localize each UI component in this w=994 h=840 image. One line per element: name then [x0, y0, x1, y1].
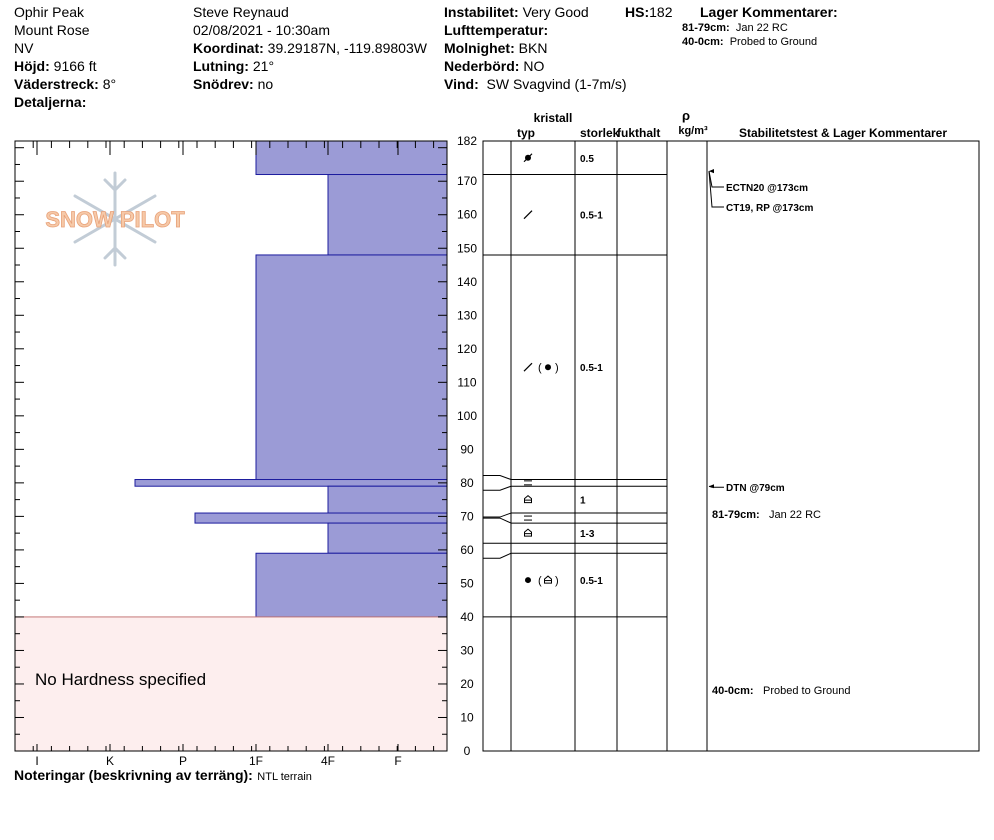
stability-tests — [709, 169, 850, 697]
test-arrow — [709, 484, 714, 488]
state: NV — [14, 40, 34, 56]
depth-tick-label: 160 — [456, 207, 478, 222]
depth-tick-label: 30 — [460, 643, 474, 658]
aspect: Väderstreck: 8° — [14, 76, 117, 92]
boundary-connector — [483, 513, 511, 517]
cloud-cover: Molnighet: BKN — [444, 40, 548, 56]
grain-row — [524, 154, 594, 165]
grain-paren: ) — [555, 575, 559, 588]
grain-depth-hoar — [525, 496, 532, 503]
precipitation: Nederbörd: NO — [444, 58, 545, 74]
depth-tick-label: 100 — [456, 408, 478, 423]
stability: Instabilitet: Very Good — [444, 4, 589, 20]
depth-tick-label: 10 — [460, 710, 474, 725]
depth-tick-label: 40 — [460, 609, 474, 624]
grain-size: 0.5-1 — [580, 363, 603, 375]
observer: Steve Reynaud — [193, 4, 289, 20]
layer-comment-range: 81-79cm: — [712, 509, 760, 521]
depth-tick-label: 0 — [463, 744, 471, 758]
depth-tick-label: 140 — [456, 274, 478, 289]
grain-depth-hoar — [545, 576, 552, 583]
depth-tick-label: 110 — [457, 375, 477, 390]
hardness-tick-label: 1F — [248, 754, 264, 768]
depth-tick-label: 120 — [456, 341, 478, 356]
air-temperature-label: Lufttemperatur: — [444, 22, 549, 38]
coordinates: Koordinat: 39.29187N, -119.89803W — [193, 40, 427, 56]
grain-row — [525, 496, 587, 507]
hardness-bar — [328, 486, 447, 513]
hardness-bar — [256, 553, 447, 617]
grain-row — [524, 211, 603, 222]
col-storlek: storlek — [580, 126, 620, 140]
grain-size: 1-3 — [580, 529, 595, 541]
test-label: DTN @79cm — [726, 483, 785, 495]
boundary-connector — [483, 476, 511, 480]
hardness-bar — [328, 523, 447, 553]
grain-row — [524, 362, 603, 374]
layer-comment — [712, 685, 850, 697]
hardness-tick-label: I — [35, 754, 39, 768]
depth-tick-label: 170 — [456, 174, 478, 189]
col-density-unit: kg/m³ — [678, 125, 708, 137]
location: Ophir Peak — [14, 4, 85, 20]
grain-rounded — [525, 577, 531, 583]
hardness-bar — [135, 480, 447, 487]
grain-panel — [483, 141, 979, 751]
col-stability: Stabilitetstest & Lager Kommentarer — [738, 126, 948, 140]
boundary-connector — [483, 486, 511, 490]
depth-tick-label: 80 — [460, 475, 474, 490]
hardness-bar — [195, 513, 447, 523]
grain-depth-hoar — [525, 529, 532, 536]
grain-size: 0.5-1 — [580, 576, 603, 588]
layer-comment-range: 40-0cm: — [712, 685, 754, 697]
depth-tick-label: 70 — [460, 509, 474, 524]
svg-text:SNOW PILOT: SNOW PILOT — [45, 207, 185, 232]
hardness-tick-label: P — [178, 754, 188, 768]
test-leader — [709, 171, 724, 187]
grain-slash — [524, 211, 532, 219]
depth-tick-label: 20 — [460, 676, 474, 691]
col-fukthalt: fukthalt — [617, 126, 661, 140]
layer-comment-text: Jan 22 RC — [769, 509, 821, 521]
hardness-tick-label: F — [394, 754, 402, 768]
col-typ: typ — [517, 126, 535, 140]
grain-size: 0.5-1 — [580, 210, 603, 222]
layer-comment-text: Probed to Ground — [763, 685, 851, 697]
header-comment-1: 81-79cm: Jan 22 RC — [682, 22, 788, 34]
grain-slash — [524, 363, 532, 371]
layer-comment — [712, 509, 821, 521]
grain-row — [524, 481, 532, 485]
grain-paren: ( — [538, 575, 542, 588]
depth-tick-label: 50 — [460, 576, 474, 591]
hardness-bar — [328, 175, 447, 255]
hardness-tick-label: 4F — [320, 754, 336, 768]
layer-comments-title: Lager Kommentarer: — [700, 4, 838, 20]
wind: Vind: SW Svagvind (1-7m/s) — [444, 76, 627, 92]
grain-rows — [524, 154, 603, 587]
grain-row — [525, 529, 595, 540]
depth-tick-label: 130 — [456, 308, 478, 323]
hs: HS:182 — [625, 4, 673, 20]
grain-row — [524, 516, 532, 520]
grain-rounded — [545, 364, 551, 370]
depth-tick-label: 182 — [456, 134, 478, 148]
snowpilot-watermark — [45, 173, 185, 265]
datetime: 02/08/2021 - 10:30am — [193, 22, 330, 38]
no-hardness-text: No Hardness specified — [35, 670, 207, 689]
grain-paren: ) — [555, 362, 559, 375]
col-kristall: kristall — [533, 111, 573, 125]
hardness-bar — [256, 255, 447, 480]
grain-size: 1 — [580, 495, 586, 507]
hardness-tick-label: K — [105, 754, 115, 768]
hardness-bar — [256, 141, 447, 175]
header-comment-2: 40-0cm: Probed to Ground — [682, 36, 818, 48]
test-leader — [709, 171, 724, 207]
test-label: ECTN20 @173cm — [726, 183, 809, 194]
elevation: Höjd: 9166 ft — [14, 58, 97, 74]
drift: Snödrev: no — [193, 76, 274, 92]
depth-tick-label: 60 — [460, 542, 474, 557]
details-label: Detaljerna: — [14, 94, 87, 110]
boundary-connector — [483, 518, 511, 523]
slope: Lutning: 21° — [193, 58, 275, 74]
range: Mount Rose — [14, 22, 90, 38]
grain-paren: ( — [538, 362, 542, 375]
boundary-connector — [483, 553, 511, 558]
grain-row — [525, 575, 603, 587]
notes: Noteringar (beskrivning av terräng): NTL terrain — [14, 767, 312, 783]
depth-tick-label: 150 — [456, 241, 478, 256]
grain-size: 0.5 — [580, 153, 594, 165]
col-rho: ρ — [681, 108, 691, 123]
test-label: CT19, RP @173cm — [726, 203, 814, 214]
depth-tick-label: 90 — [460, 442, 474, 457]
